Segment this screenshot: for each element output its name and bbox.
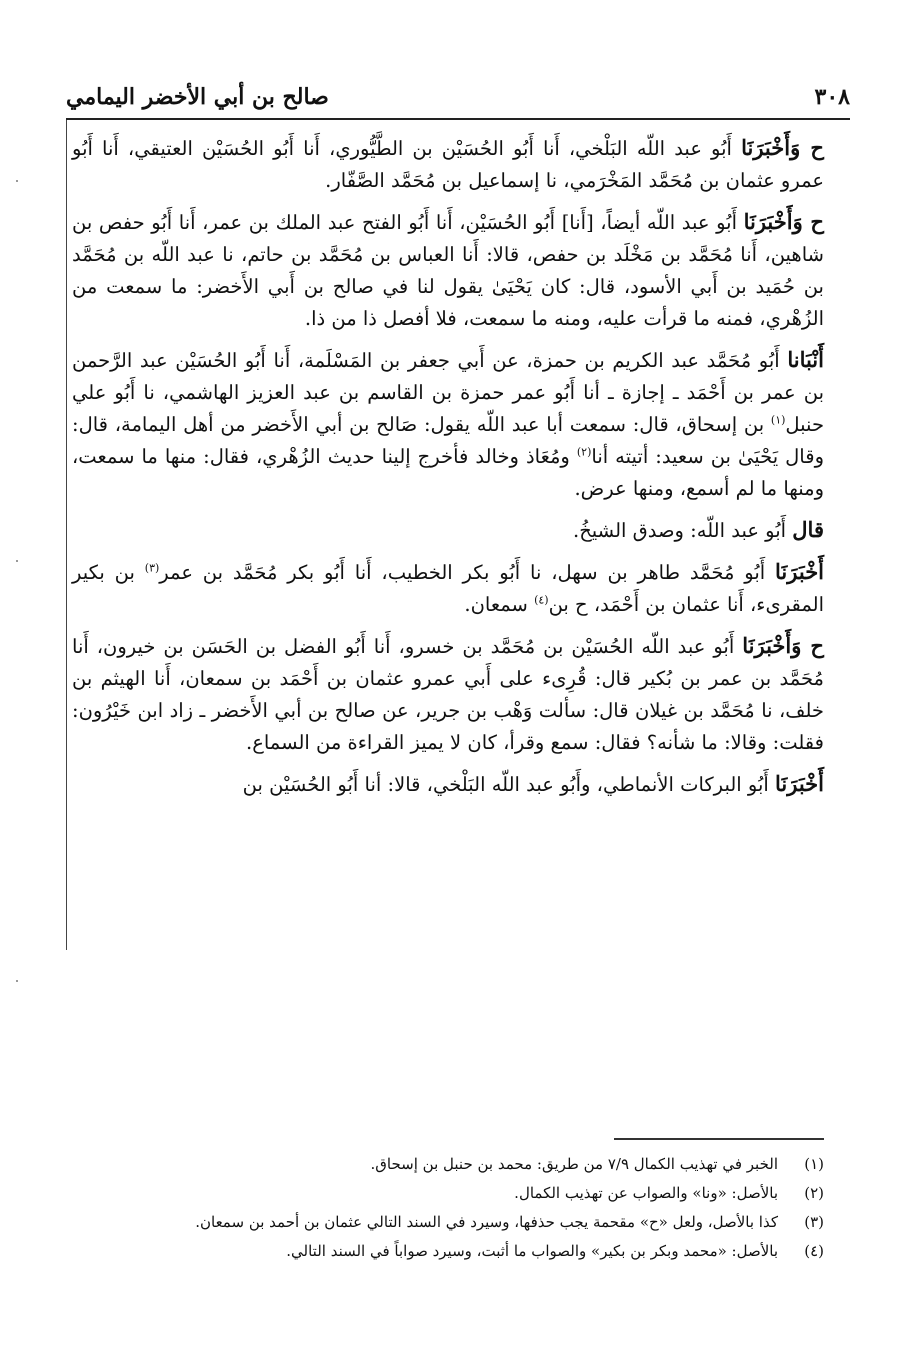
- paragraph: [72, 206, 824, 335]
- footnote-ref[interactable]: (١): [770, 413, 786, 427]
- footnote-text: كذا بالأصل، ولعل «ح» مقحمة يجب حذفها، وسيرد في السند التالي عثمان بن أحمد بن سمعان.: [195, 1213, 778, 1231]
- header-rule: [66, 118, 850, 120]
- footnote-number: (٢): [804, 1184, 824, 1202]
- footnote-number: (١): [804, 1155, 824, 1173]
- margin-rule: [66, 120, 67, 950]
- footnote: [72, 1237, 824, 1266]
- paragraph-text: ومُعَاذ وخالد فأخرج إلينا حديث الزُهْري، فقال: منها ما سمعت، ومنها ما لم أسمع، ومنها عرض.: [72, 445, 824, 500]
- paragraph-text: أَبُو مُحَمَّد طاهر بن سهل، نا أَبُو بكر الخطيب، أَنا أَبُو بكر مُحَمَّد بن عمر: [159, 561, 766, 584]
- paragraph-text: أَبُو عبد اللّه: وصدق الشيخُ.: [573, 519, 787, 542]
- footnote-text: بالأصل: «محمد وبكر بن بكير» والصواب ما أثبت، وسيرد صواباً في السند التالي.: [286, 1242, 778, 1260]
- main-text: [72, 132, 824, 810]
- paragraph-keyword: أَخْبَرَنَا: [775, 771, 824, 796]
- footnote-number: (٣): [804, 1213, 824, 1231]
- running-header: [66, 70, 850, 110]
- paragraph: [72, 556, 824, 621]
- paragraph-keyword: ح وَأَخْبَرَنَا: [742, 633, 824, 658]
- paragraph: [72, 514, 824, 547]
- paragraph-keyword: ح وَأَخْبَرَنَا: [741, 135, 824, 160]
- paragraph: [72, 132, 824, 197]
- footnote-number: (٤): [804, 1242, 824, 1260]
- footnote: [72, 1179, 824, 1208]
- scan-speck: [16, 180, 18, 182]
- footnote-text: بالأصل: «ونا» والصواب عن تهذيب الكمال.: [514, 1184, 778, 1202]
- paragraph: [72, 344, 824, 505]
- footnote-ref[interactable]: (٢): [576, 445, 592, 459]
- footnote-rule: [614, 1138, 824, 1140]
- scan-speck: [16, 980, 18, 982]
- paragraph-keyword: قال: [792, 517, 824, 542]
- paragraph-keyword: أَنْبَانا: [787, 347, 824, 372]
- scan-speck: [16, 560, 18, 562]
- paragraph-text: سمعان.: [464, 593, 535, 616]
- paragraph-text: أَبُو عبد اللّه أيضاً، [أَنا] أَبُو الحُسَيْن، أَنا أَبُو الفتح عبد الملك بن عمر، أَنا أَبُو حفص بن شاهين، أَنا مُحَمَّد بن مَخْلَد بن حفص، قالا: أَنا العباس بن مُحَمَّد بن حاتم، نا عبد اللّه بن مُحَمَّد بن حُمَيد بن أَبي الأسود، قال: كان يَحْيَىٰ يقول لنا في صالح بن أَبي الأَخضر: ما سمعت من الزُهْري، فمنه ما قرأت عليه، ومنه ما سمعت، فلا أفصل ذا من ذا.: [72, 211, 824, 330]
- running-title: صالح بن أبي الأخضر اليمامي: [66, 84, 329, 110]
- footnote-ref[interactable]: (٣): [144, 561, 160, 575]
- footnote: [72, 1208, 824, 1237]
- footnotes: [72, 1150, 824, 1266]
- paragraph-text: أَبُو مُحَمَّد عبد الكريم بن حمزة، عن أَبي جعفر بن المَسْلَمة، أَنا أَبُو الحُسَيْن عبد الرَّحمن بن عمر بن أَحْمَد ـ إجازة ـ أنا أَبُو عمر حمزة بن القاسم بن عبد العزيز الهاشمي، نا أَبُو علي حنبل: [72, 349, 824, 436]
- paragraph-text: بن بكير المقرىء، أَنا عثمان بن أَحْمَد، ح بن: [72, 561, 824, 616]
- footnote-ref[interactable]: (٤): [534, 593, 549, 607]
- paragraph-text: أَبُو البركات الأنماطي، وأَبُو عبد اللّه البَلْخي، قالا: أنا أَبُو الحُسَيْن بن: [242, 773, 769, 796]
- paragraph-text: بن إسحاق، قال: سمعت أبا عبد اللّه يقول: صَالح بن أبي الأَخضر من أهل اليمامة، قال: وقال يَحْيَىٰ بن سعيد: أتيته أنا: [72, 413, 824, 468]
- footnote: [72, 1150, 824, 1179]
- paragraph-text: أَبُو عبد اللّه الحُسَيْن بن مُحَمَّد بن خسرو، أَنا أَبُو الفضل بن الحَسَن بن خيرون، أَنا مُحَمَّد بن عمر بن بُكير قال: قُرِىء على أَبي عمرو عثمان بن أَحْمَد بن سمعان، أَنا الهيثم بن خلف، نا مُحَمَّد بن غيلان قال: سألت وَهْب بن جرير، عن صالح بن أبي الأَخضر ـ زاد ابن خَيْرُون: فقلت: وقالا: ما شأنه؟ فقال: سمع وقرأ، كان لا يميز القراءة من السماع.: [72, 635, 824, 754]
- paragraph-text: أَبُو عبد اللّه البَلْخي، أَنا أَبُو الحُسَيْن بن الطَّيُّوري، أَنا أَبُو الحُسَيْن العتيقي، أَنا أَبُو عمرو عثمان بن مُحَمَّد المَخْرَمي، نا إسماعيل بن مُحَمَّد الصَّفّار.: [72, 137, 824, 192]
- paragraph-keyword: أَخْبَرَنَا: [775, 559, 825, 584]
- paragraph-keyword: ح وَأَخْبَرَنَا: [743, 209, 824, 234]
- paragraph: [72, 768, 824, 801]
- paragraph: [72, 630, 824, 759]
- page-number: ٣٠٨: [814, 84, 850, 110]
- footnote-text: الخبر في تهذيب الكمال ٧/٩ من طريق: محمد بن حنبل بن إسحاق.: [370, 1155, 778, 1173]
